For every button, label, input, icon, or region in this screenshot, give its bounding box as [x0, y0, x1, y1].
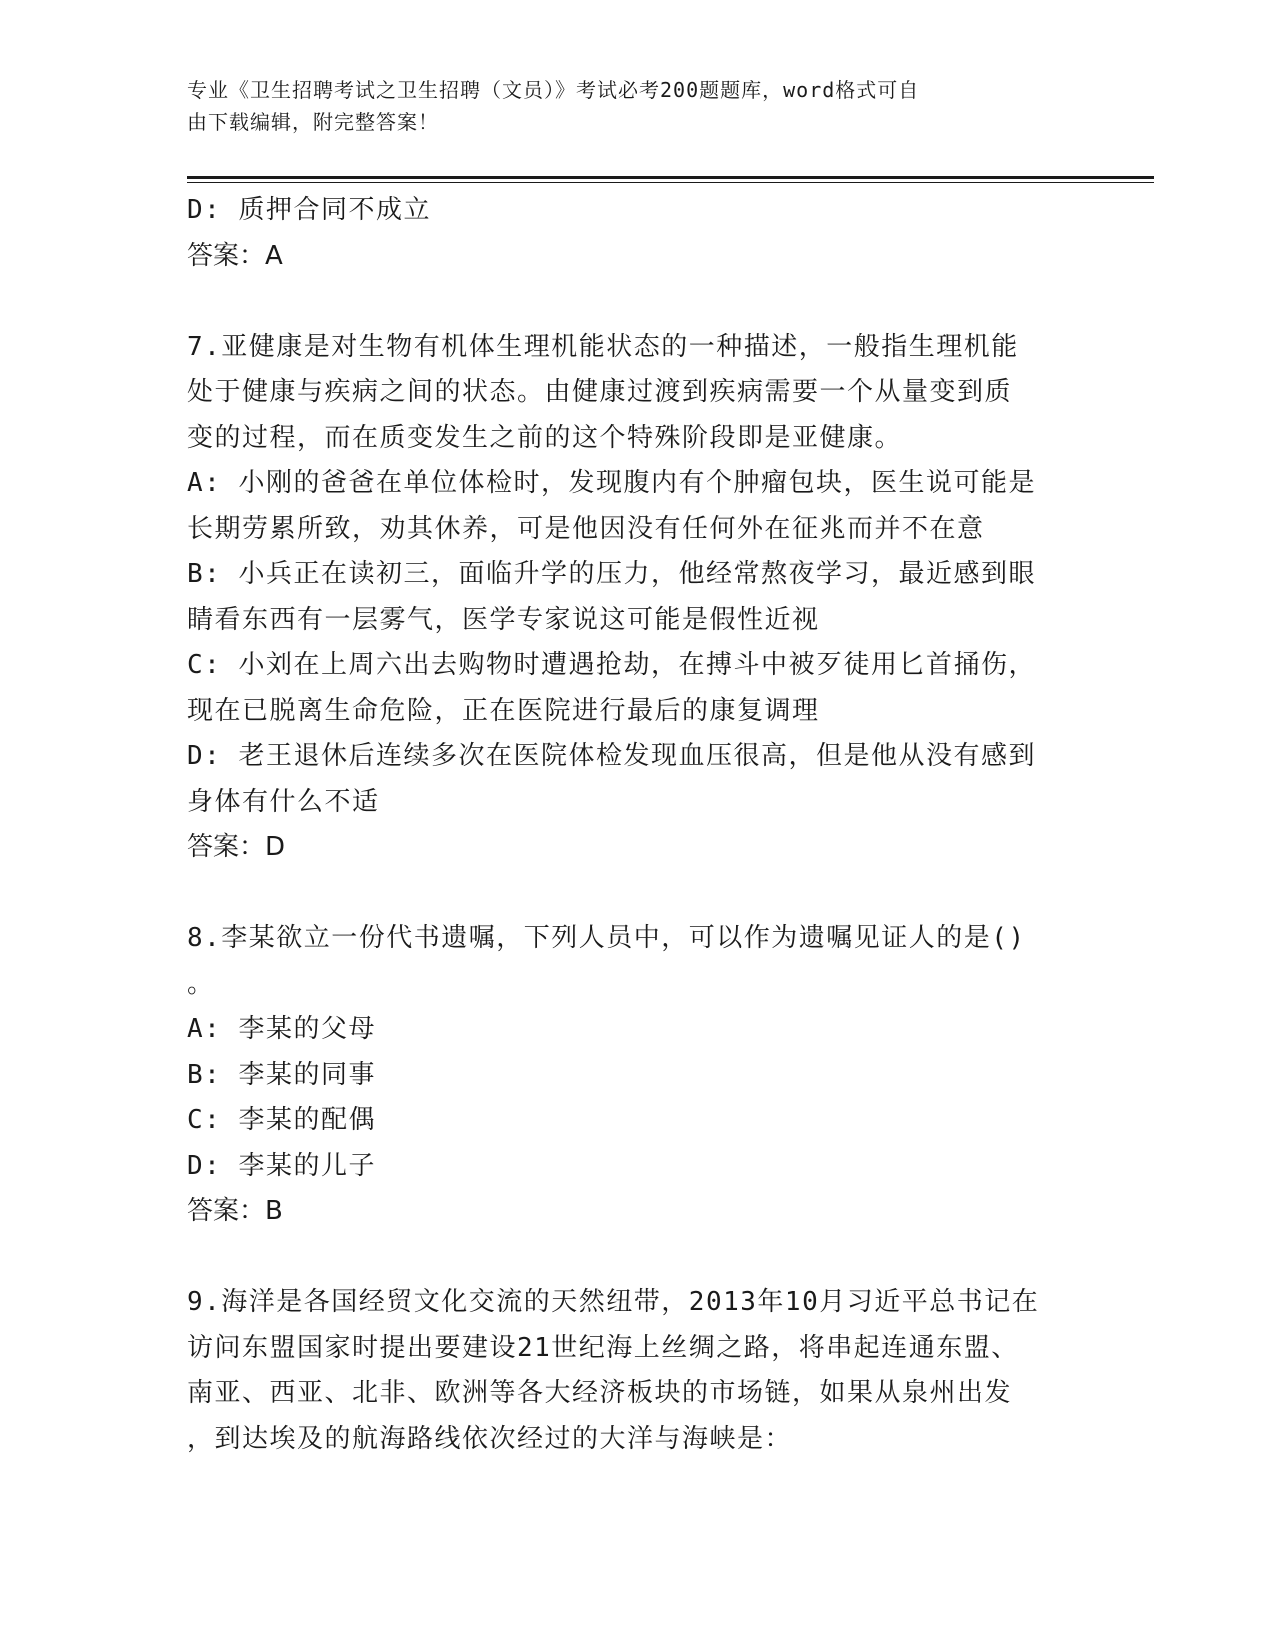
question-stem-line: 访问东盟国家时提出要建设21世纪海上丝绸之路，将串起连通东盟、	[187, 1332, 1019, 1363]
option-c-cont: 现在已脱离生命危险，正在医院进行最后的康复调理	[187, 695, 820, 726]
question-8	[187, 916, 1087, 1235]
question-stem-line: 南亚、西亚、北非、欧洲等各大经济板块的市场链，如果从泉州出发	[187, 1378, 1013, 1408]
option-c: C: 李某的配偶	[187, 1105, 376, 1135]
question-7	[187, 325, 1087, 871]
header-line-1: 专业《卫生招聘考试之卫生招聘（文员）》考试必考200题题库，word格式可自	[187, 78, 920, 102]
header-divider-thick	[187, 176, 1154, 179]
option-a-cont: 长期劳累所致，劝其休养，可是他因没有任何外在征兆而并不在意	[187, 513, 985, 544]
option-d: D: 老王退休后连续多次在医院体检发现血压很高，但是他从没有感到	[187, 741, 1036, 771]
question-stem-line: 处于健康与疾病之间的状态。由健康过渡到疾病需要一个从量变到质	[187, 377, 1013, 407]
option-b: B: 李某的同事	[187, 1059, 376, 1090]
option-c: C: 小刘在上周六出去购物时遭遇抢劫，在搏斗中被歹徒用匕首捅伤，	[187, 650, 1036, 680]
option-d: D: 李某的儿子	[187, 1150, 376, 1181]
option-d-cont: 身体有什么不适	[187, 786, 380, 817]
answer: 答案：D	[187, 832, 286, 862]
answer: 答案：A	[187, 240, 283, 271]
option-b: B: 小兵正在读初三，面临升学的压力，他经常熬夜学习，最近感到眼	[187, 559, 1036, 589]
question-stem-line: ，到达埃及的航海路线依次经过的大洋与海峡是：	[187, 1423, 793, 1454]
question-9	[187, 1280, 1087, 1462]
document-body	[187, 188, 1087, 1462]
previous-question-tail	[187, 188, 1087, 279]
question-stem-line: 变的过程，而在质变发生之前的这个特殊阶段即是亚健康。	[187, 422, 903, 453]
answer: 答案：B	[187, 1196, 283, 1226]
option-a: A: 李某的父母	[187, 1014, 376, 1044]
question-stem-line: 。	[187, 968, 215, 999]
question-stem-line: 7.亚健康是对生物有机体生理机能状态的一种描述，一般指生理机能	[187, 331, 1019, 362]
option-b-cont: 睛看东西有一层雾气，医学专家说这可能是假性近视	[187, 604, 820, 635]
header-line-2: 由下载编辑，附完整答案！	[187, 110, 439, 134]
spacer	[187, 1235, 1087, 1281]
header-divider-thin	[187, 182, 1154, 183]
spacer	[187, 871, 1087, 917]
option-a: A: 小刚的爸爸在单位体检时，发现腹内有个肿瘤包块，医生说可能是	[187, 468, 1036, 498]
question-stem-line: 8.李某欲立一份代书遗嘱，下列人员中，可以作为遗嘱见证人的是()	[187, 923, 1026, 953]
option-d: D: 质押合同不成立	[187, 195, 431, 225]
question-stem-line: 9.海洋是各国经贸文化交流的天然纽带，2013年10月习近平总书记在	[187, 1287, 1040, 1317]
document-header	[187, 74, 1087, 138]
spacer	[187, 279, 1087, 325]
